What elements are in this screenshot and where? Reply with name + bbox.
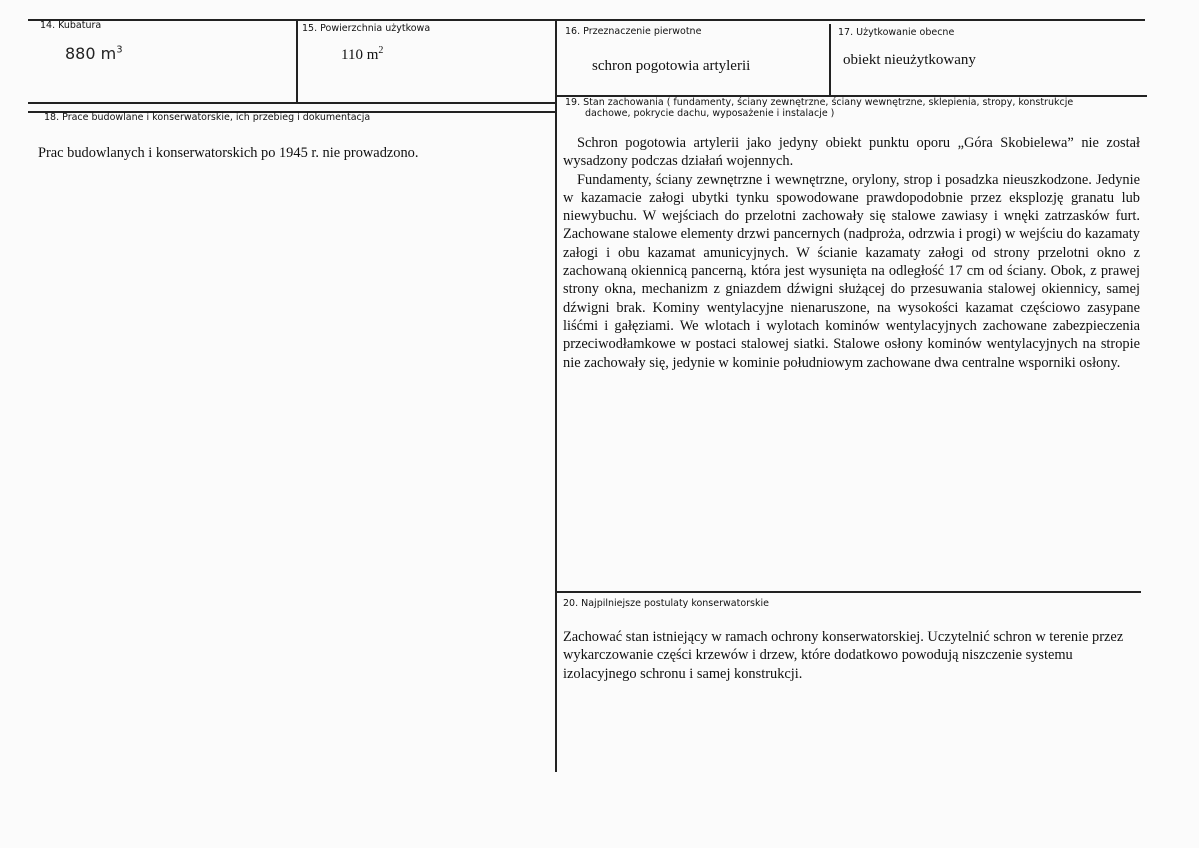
field-15-value — [341, 47, 383, 64]
field-16-value: schron pogotowia artylerii — [592, 58, 751, 74]
field-18-label: 18. Prace budowlane i konserwatorskie, ich przebieg i dokumentacja — [44, 112, 371, 123]
field-20-label: 20. Najpilniejsze postulaty konserwatorskie — [563, 598, 769, 609]
field-17-value: obiekt nieużytkowany — [843, 52, 976, 68]
top-border-line — [28, 19, 1145, 21]
field-14-value-text: 880 m — [65, 44, 117, 63]
field-14-label: 14. Kubatura — [40, 20, 102, 31]
field-17-label: 17. Użytkowanie obecne — [838, 27, 955, 38]
field-16-label: 16. Przeznaczenie pierwotne — [565, 26, 702, 37]
divider-left-right — [555, 20, 557, 772]
field-14-value — [65, 44, 123, 63]
field-19-label-line1: 19. Stan zachowania ( fundamenty, ściany zewnętrzne, ściany wewnętrzne, sklepienia, stropy, konstrukcje — [565, 97, 1074, 108]
field-15-label: 15. Powierzchnia użytkowa — [302, 23, 431, 34]
row-divider-left — [28, 102, 556, 104]
divider-16-17 — [829, 24, 831, 96]
divider-14-15 — [296, 20, 298, 102]
divider-19-20 — [556, 591, 1141, 593]
field-20-text: Zachować stan istniejący w ramach ochrony konserwatorskiej. Uczytelnić schron w terenie przez wykarczowanie części krzewów i drzew, które dodatkowo powodują niszczenie systemu izolacyjnego schronu i samej konstrukcji. — [563, 629, 1124, 682]
field-15-unit-sup: 2 — [378, 45, 384, 56]
field-19-paragraph-1: Schron pogotowia artylerii jako jedyny obiekt punktu oporu „Góra Skobielewa” nie został wysadzony podczas działań wojennych. — [563, 135, 1140, 170]
field-18-text: Prac budowlanych i konserwatorskich po 1945 r. nie prowadzono. — [38, 145, 419, 161]
field-14-unit-sup: 3 — [116, 44, 123, 56]
field-19-text — [563, 134, 1140, 372]
field-15-value-text: 110 m — [341, 47, 379, 63]
field-19-label-line2: dachowe, pokrycie dachu, wyposażenie i instalacje ) — [585, 108, 835, 119]
field-19-paragraph-2: Fundamenty, ściany zewnętrzne i wewnętrzne, orylony, strop i posadzka nieuszkodzone. Jedynie w kazamacie załogi ubytki tynku spowodowane prawdopodobnie przez eksplozję granatu lub niewybuchu. W wejściach do przelotni zachowały się stalowe zawiasy i wnęki zatrzasków furt. Zachowane stalowe elementy drzwi pancernych (nadproża, odrzwia i progi) w wejściu do kazamaty załogi i obu kazamat amunicyjnych. W ścianie kazamaty załogi od strony przelotni okno z zachowaną okiennicą pancerną, która jest wysunięta na odległość 17 cm od ściany. Obok, z prawej strony okna, mechanizm z gniazdem dźwigni służącej do przesuwania stalowej okiennicy, samej dźwigni brak. Kominy wentylacyjne nienaruszone, na wysokości kazamat częściowo zasypane liśćmi i gałęziami. We wlotach i wylotach kominów wentylacyjnych zachowane zabezpieczenia przeciwodłamkowe w postaci stalowej siatki. Stalowe osłony kominów wentylacyjnych na stropie nie zachowały się, jedynie w kominie południowym zachowane dwa centralne wsporniki osłony. — [563, 171, 1140, 371]
